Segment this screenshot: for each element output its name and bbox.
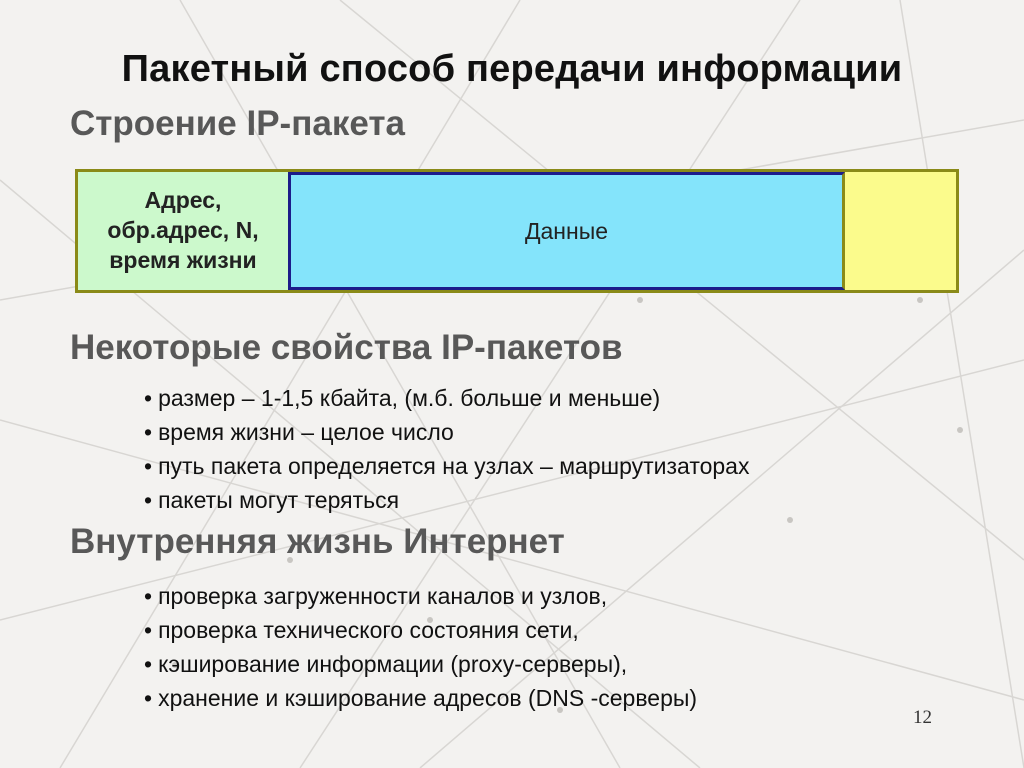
bullet-icon: • (144, 685, 153, 711)
page-number: 12 (913, 707, 932, 728)
list-item: • пакеты могут теряться (144, 487, 400, 513)
list-item: • путь пакета определяется на узлах – маршрутизаторах (144, 453, 750, 479)
list-item: • проверка загруженности каналов и узлов, (144, 583, 608, 609)
slide-title: Пакетный способ передачи информации (121, 48, 903, 90)
packet-trailer-cell (845, 172, 956, 290)
bullet-icon: • (144, 651, 153, 677)
list-item: • время жизни – целое число (144, 419, 454, 445)
packet-data-cell (291, 172, 845, 290)
section-heading-internet-internals: Внутренняя жизнь Интернет (70, 522, 565, 561)
internet-internals-list (144, 579, 697, 715)
list-item: • кэширование информации (proxy-серверы), (144, 651, 628, 677)
packet-header-line: Адрес, (144, 187, 222, 214)
packet-header-cell (78, 172, 291, 290)
bullet-icon: • (144, 487, 153, 513)
packet-header-line: обр.адрес, N, (107, 217, 259, 244)
section-heading-packet-structure: Строение IP-пакета (70, 104, 405, 143)
list-item: • размер – 1-1,5 кбайта, (м.б. больше и меньше) (144, 385, 661, 411)
bullet-icon: • (144, 583, 153, 609)
bullet-icon: • (144, 385, 153, 411)
section-heading-packet-properties: Некоторые свойства IP-пакетов (70, 328, 623, 367)
packet-header-line: время жизни (109, 246, 257, 273)
bullet-icon: • (144, 617, 153, 643)
packet-data-label: Данные (524, 217, 609, 244)
bullet-icon: • (144, 419, 153, 445)
list-item: • проверка технического состояния сети, (144, 617, 579, 643)
ip-packet-diagram (75, 169, 959, 293)
packet-properties-list (144, 381, 749, 517)
bullet-icon: • (144, 453, 153, 479)
list-item: • хранение и кэширование адресов (DNS -серверы) (144, 685, 698, 711)
